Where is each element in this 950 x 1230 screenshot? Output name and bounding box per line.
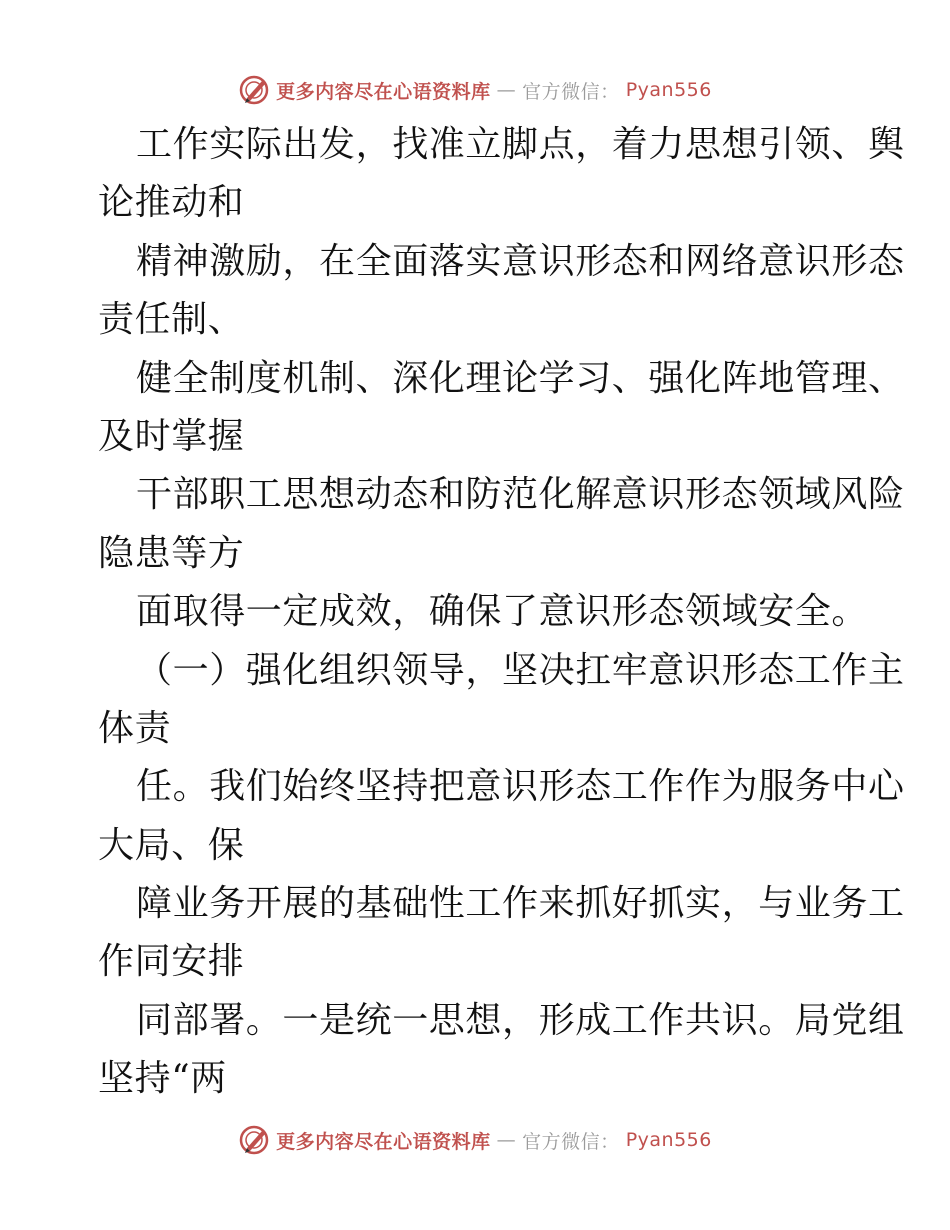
text-line: 责任制、 <box>98 299 245 341</box>
watermark-brand: 更多内容尽在心语资料库 <box>276 80 491 103</box>
text-line: 体责 <box>98 707 172 749</box>
watermark-wechat-id: Pyan556 <box>625 79 712 101</box>
text-line: 及时掌握 <box>98 415 245 457</box>
text-line: 同部署。一是统一思想，形成工作共识。局党组 <box>136 999 905 1041</box>
text-line: 健全制度机制、深化理论学习、强化阵地管理、 <box>136 357 905 399</box>
text-line: 障业务开展的基础性工作来抓好抓实，与业务工 <box>136 883 905 925</box>
pen-logo-icon <box>238 74 270 106</box>
text-line: 隐患等方 <box>98 532 245 574</box>
text-line: 论推动和 <box>98 182 245 224</box>
watermark-dash: — <box>496 1129 517 1151</box>
watermark-brand: 更多内容尽在心语资料库 <box>276 1130 491 1153</box>
text-line: （一）强化组织领导，坚决扛牢意识形态工作主 <box>136 649 905 691</box>
text-line: 作同安排 <box>98 941 245 983</box>
text-line: 坚持“两 <box>98 1058 227 1100</box>
pen-logo-icon <box>238 1124 270 1156</box>
header-watermark <box>0 72 950 108</box>
text-line: 工作实际出发，找准立脚点，着力思想引领、舆 <box>136 124 905 165</box>
document-body <box>98 116 905 1109</box>
text-line: 大局、保 <box>98 824 245 866</box>
watermark-dash: — <box>496 79 517 101</box>
watermark-official-label: 官方微信： <box>522 80 620 103</box>
footer-watermark <box>0 1122 950 1158</box>
text-line: 精神激励，在全面落实意识形态和网络意识形态 <box>136 240 905 282</box>
text-line: 面取得一定成效，确保了意识形态领域安全。 <box>136 591 869 633</box>
text-line: 任。我们始终坚持把意识形态工作作为服务中心 <box>136 766 905 808</box>
watermark-official-label: 官方微信： <box>522 1130 620 1153</box>
text-line: 干部职工思想动态和防范化解意识形态领域风险 <box>136 474 905 516</box>
watermark-wechat-id: Pyan556 <box>625 1129 712 1151</box>
